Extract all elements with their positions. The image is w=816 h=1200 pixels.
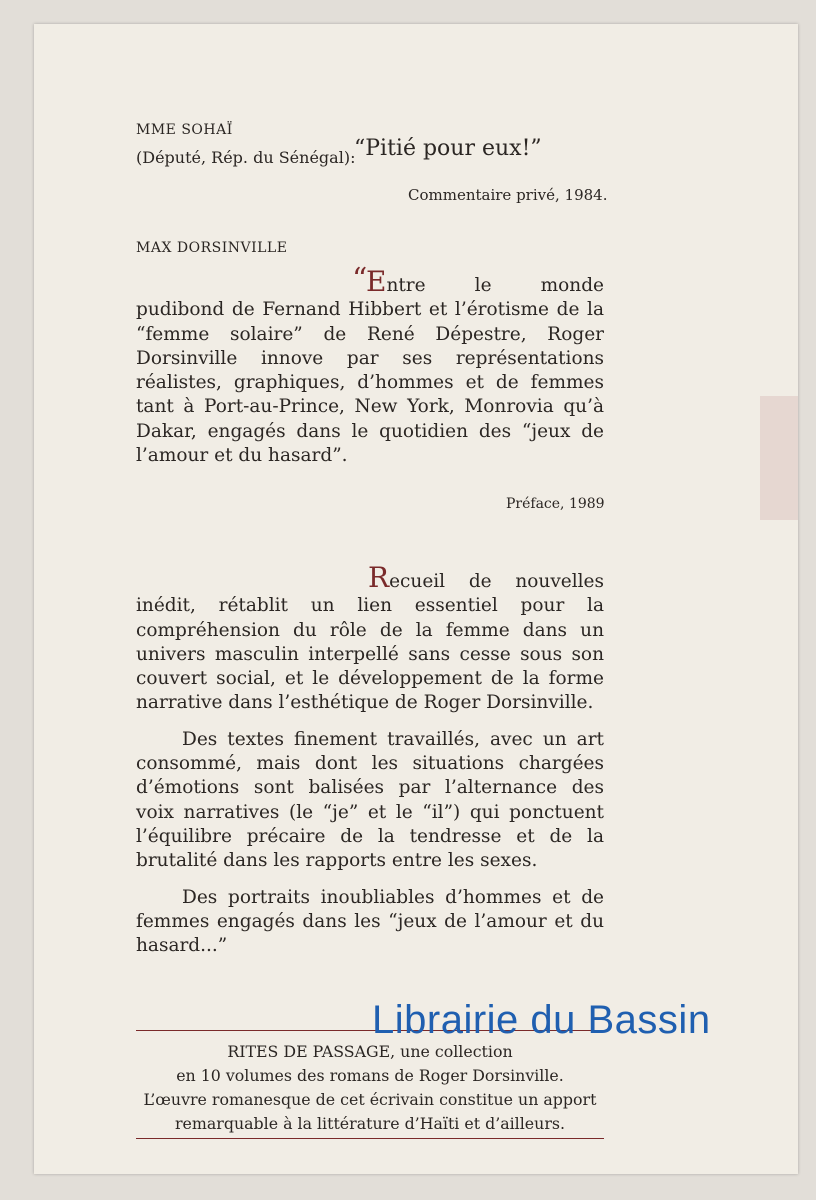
description-dropcap: R bbox=[368, 561, 390, 594]
dorsinville-quote bbox=[136, 265, 604, 468]
dorsinville-source: Préface, 1989 bbox=[506, 496, 605, 512]
collection-line-4: remarquable à la littérature d’Haïti et d’ailleurs. bbox=[174, 1114, 565, 1133]
footer-bottom-rule bbox=[136, 1138, 604, 1139]
description-paragraph-1 bbox=[136, 561, 604, 716]
book-description bbox=[136, 561, 604, 970]
collection-note bbox=[136, 1040, 604, 1136]
sohai-name: MME SOHAÏ bbox=[136, 122, 233, 138]
quote-dropcap: E bbox=[366, 265, 387, 298]
collection-line-2: en 10 volumes des romans de Roger Dorsinville. bbox=[176, 1066, 564, 1085]
description-text-1: ecueil de nouvelles inédit, rétablit un lien essentiel pour la compréhension du rôle de la femme dans un univers masculin interpellé sans cesse sous son couvert social, et le développement de la forme narrative dans l’esthétique de Roger Dorsinville. bbox=[136, 571, 604, 714]
description-paragraph-2: Des textes finement travaillés, avec un art consommé, mais dont les situations chargées d’émotions sont balisées par l’alternance des voix narratives (le “je” et le “il”) qui ponctuent l’équilibre précaire de la tendresse et de la brutalité dans les rapports entre les sexes. bbox=[136, 728, 604, 872]
cover-edge-strip bbox=[760, 396, 798, 520]
bookshop-watermark: Librairie du Bassin bbox=[372, 998, 711, 1042]
dorsinville-name: MAX DORSINVILLE bbox=[136, 240, 288, 256]
quote-text: ntre le monde pudibond de Fernand Hibbert et l’érotisme de la “femme solaire” de René Dépestre, Roger Dorsinville innove par ses représentations réalistes, graphiques, d’hommes et de femmes tant à Port-au-Prince, New York, Monrovia qu’à Dakar, engagés dans le quotidien des “jeux de l’amour et du hasard”. bbox=[136, 275, 604, 467]
collection-line-3: L’œuvre romanesque de cet écrivain constitue un apport bbox=[143, 1090, 597, 1109]
collection-line-1: RITES DE PASSAGE, une collection bbox=[227, 1042, 513, 1061]
quote-open-mark: “ bbox=[352, 262, 368, 297]
sohai-role: (Député, Rép. du Sénégal): bbox=[136, 148, 356, 167]
sohai-source: Commentaire privé, 1984. bbox=[408, 186, 608, 204]
description-paragraph-3: Des portraits inoubliables d’hommes et de femmes engagés dans les “jeux de l’amour et du hasard...” bbox=[136, 886, 604, 957]
sohai-quote: “Pitié pour eux!” bbox=[354, 136, 542, 161]
